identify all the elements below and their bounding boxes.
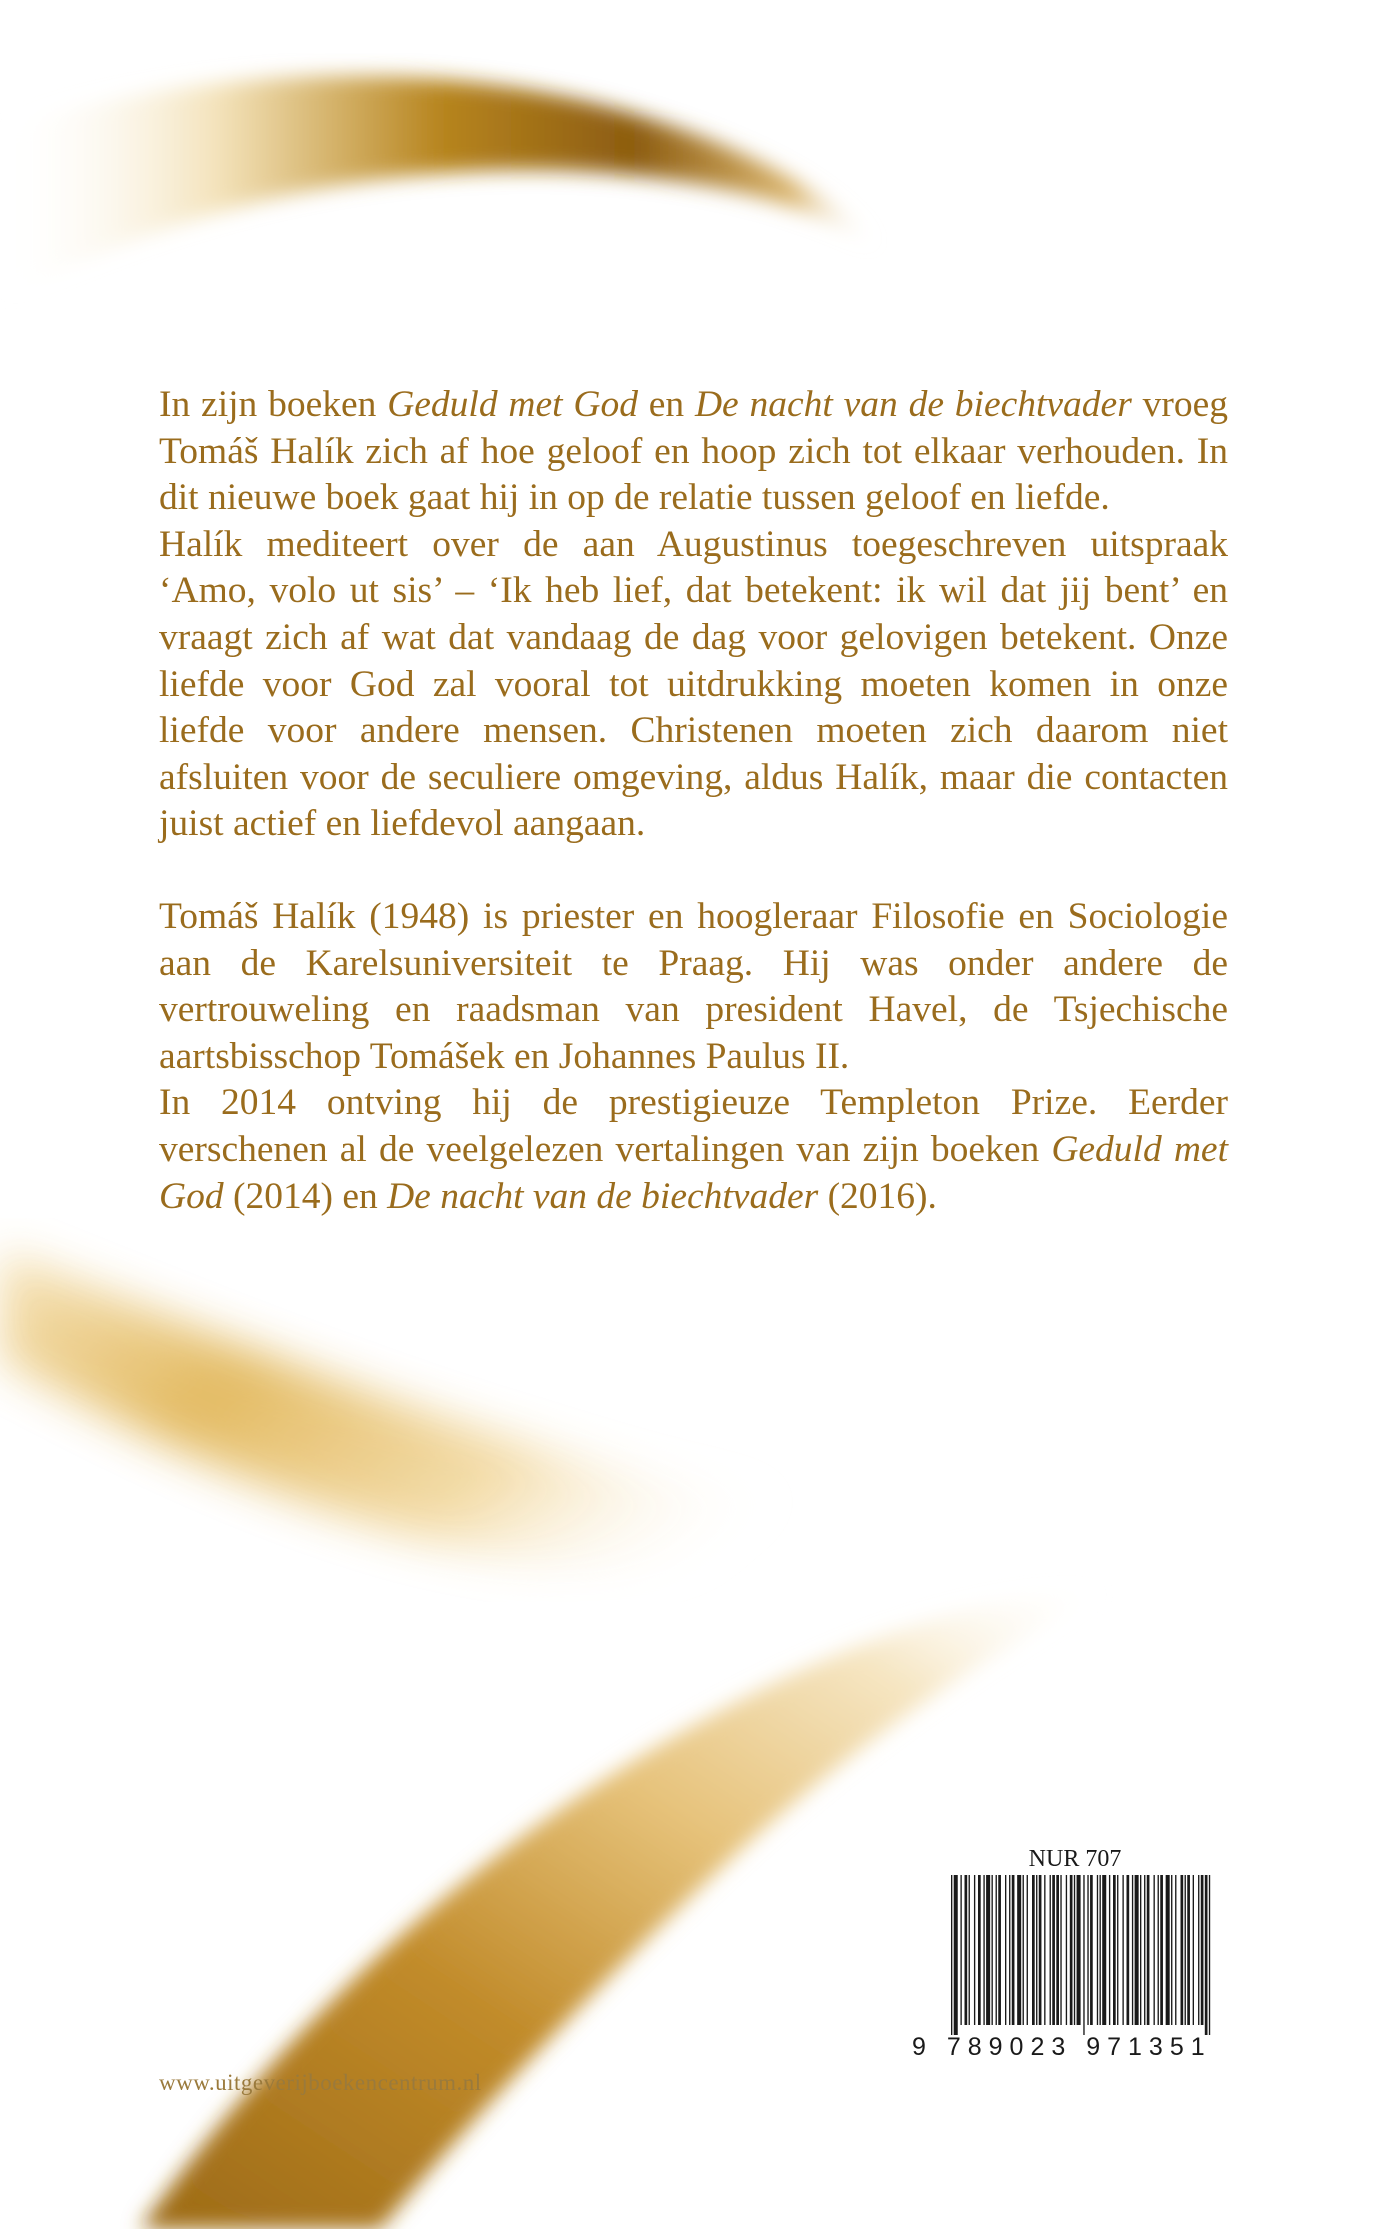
barcode-bar (1117, 1875, 1118, 2025)
barcode-bar (992, 1875, 993, 2025)
barcode-bar (1127, 1875, 1130, 2025)
barcode-bar (1187, 1875, 1190, 2025)
blurb-paragraph-meditation (159, 522, 1228, 848)
barcode-bar (986, 1875, 990, 2025)
barcode-bar (1097, 1875, 1098, 2025)
blurb-paragraph-intro (159, 382, 1228, 522)
barcode-bar (1201, 1875, 1204, 2025)
isbn-digits: 9 789023 971351 (912, 2033, 1212, 2061)
blurb-text-run: In zijn boeken (159, 384, 388, 425)
barcode-bar (960, 1875, 961, 2025)
barcode-bar (1070, 1875, 1073, 2025)
barcode-bar (954, 1875, 958, 2035)
book-title-italic: De nacht van de biechtvader (387, 1175, 819, 1217)
barcode-bar (1050, 1875, 1051, 2025)
blurb-paragraph-templeton (159, 1080, 1228, 1220)
book-title-italic: Geduld met God (159, 1128, 1228, 1217)
back-cover-blurb (159, 382, 1228, 1220)
barcode-bar (965, 1875, 968, 2025)
barcode-bar (1181, 1875, 1184, 2025)
gold-swoosh-middle (0, 1250, 930, 1569)
barcode-bar (1185, 1875, 1186, 2025)
barcode-bar (1109, 1875, 1110, 2025)
nur-code: NUR 707 (1028, 1846, 1122, 1872)
blurb-text-run: In 2014 ontving hij de prestigieuze Templeton Prize. Eerder verschenen al de veelgelezen vertalingen van zijn boeken (159, 1082, 1228, 1170)
barcode-bar (978, 1875, 981, 2025)
barcode-bar (1122, 1875, 1123, 2025)
barcode-bar (1100, 1875, 1101, 2025)
barcode-bar (1209, 1875, 1210, 2035)
barcode-bar (1132, 1875, 1133, 2025)
barcode-bar (1205, 1875, 1208, 2035)
barcode-bar (1009, 1875, 1010, 2025)
barcode-bar (1147, 1875, 1150, 2025)
barcode-bar (998, 1875, 1001, 2025)
barcode-bar (1160, 1875, 1163, 2025)
barcode-bar (1052, 1875, 1055, 2025)
barcode-bar (951, 1875, 952, 2035)
barcode-bar (1017, 1875, 1021, 2025)
barcode-bar (1198, 1875, 1199, 2025)
barcode-bar (1044, 1875, 1045, 2025)
barcode-bar (1083, 1875, 1084, 2035)
blurb-paragraph-author-bio (159, 894, 1228, 1080)
barcode-bar (969, 1875, 970, 2025)
gold-swoosh-top (0, 76, 880, 300)
barcode-bar (974, 1875, 975, 2025)
barcode-bar (1140, 1875, 1141, 2025)
blurb-text-run: en (637, 384, 695, 425)
publisher-website: www.uitgeverijboekencentrum.nl (159, 2070, 482, 2095)
blurb-text-run: (2016). (818, 1175, 937, 1217)
barcode-bar (1056, 1875, 1059, 2025)
barcode-bar (1027, 1875, 1028, 2025)
blurb-text-run: Tomáš Halík (1948) is priester en hoogleraar Filosofie en Sociologie aan de Karelsuniversiteit te Praag. Hij was onder andere de vertrouweling en raadsman van president Havel, de Tsjechische aartsbisschop Tomášek en Johannes Paulus II. (159, 895, 1228, 1077)
barcode-bar (1135, 1875, 1139, 2025)
barcode-bar (1012, 1875, 1015, 2025)
barcode-bar (1066, 1875, 1067, 2025)
barcode-bar (1102, 1875, 1106, 2025)
barcode-bar (1144, 1875, 1145, 2025)
barcode-bar (1039, 1875, 1042, 2025)
blurb-text-run: (2014) en (223, 1175, 388, 1217)
barcode-bar (1060, 1875, 1061, 2025)
barcode-bar (1087, 1875, 1088, 2025)
barcode-bar (1166, 1875, 1170, 2025)
barcode-bar (1074, 1875, 1075, 2025)
book-title-italic: Geduld met God (387, 384, 638, 425)
barcode-bar (1032, 1875, 1035, 2025)
barcode-bar (1036, 1875, 1037, 2025)
book-title-italic: De nacht van de biechtvader (694, 384, 1132, 425)
barcode-bar (996, 1875, 997, 2025)
barcode-bar (1175, 1875, 1176, 2025)
barcode-bar (1158, 1875, 1159, 2025)
barcode-bar (1005, 1875, 1006, 2025)
barcode-bar (1023, 1875, 1024, 2025)
barcode-bar (1077, 1875, 1081, 2025)
barcode-bar (1113, 1875, 1116, 2025)
barcode (949, 1875, 1214, 2035)
barcode-icon (949, 1875, 1214, 2035)
barcode-bar (1193, 1875, 1194, 2025)
barcode-bar (1090, 1875, 1093, 2025)
blurb-text-run: Halík mediteert over de aan Augustinus toegeschreven uitspraak ‘Amo, volo ut sis’ – ‘Ik heb lief, dat betekent: ik wil dat jij bent’ en vraagt zich af wat dat vandaag de dag voor gelovigen betekent. Onze liefde voor God zal vooral tot uitdrukking moeten komen in onze liefde voor andere mensen. Christenen moeten zich daarom niet afsluiten voor de seculiere omgeving, aldus Halík, maar die contacten juist actief en liefdevol aangaan. (159, 523, 1228, 845)
blurb-text-run: vroeg Tomáš Halík zich af hoe geloof en hoop zich tot elkaar verhouden. In dit nieuwe boek gaat hij in op de relatie tussen geloof en liefde. (159, 384, 1228, 519)
barcode-bar (983, 1875, 984, 2025)
barcode-bar (1154, 1875, 1155, 2025)
barcode-bar (1171, 1875, 1172, 2025)
